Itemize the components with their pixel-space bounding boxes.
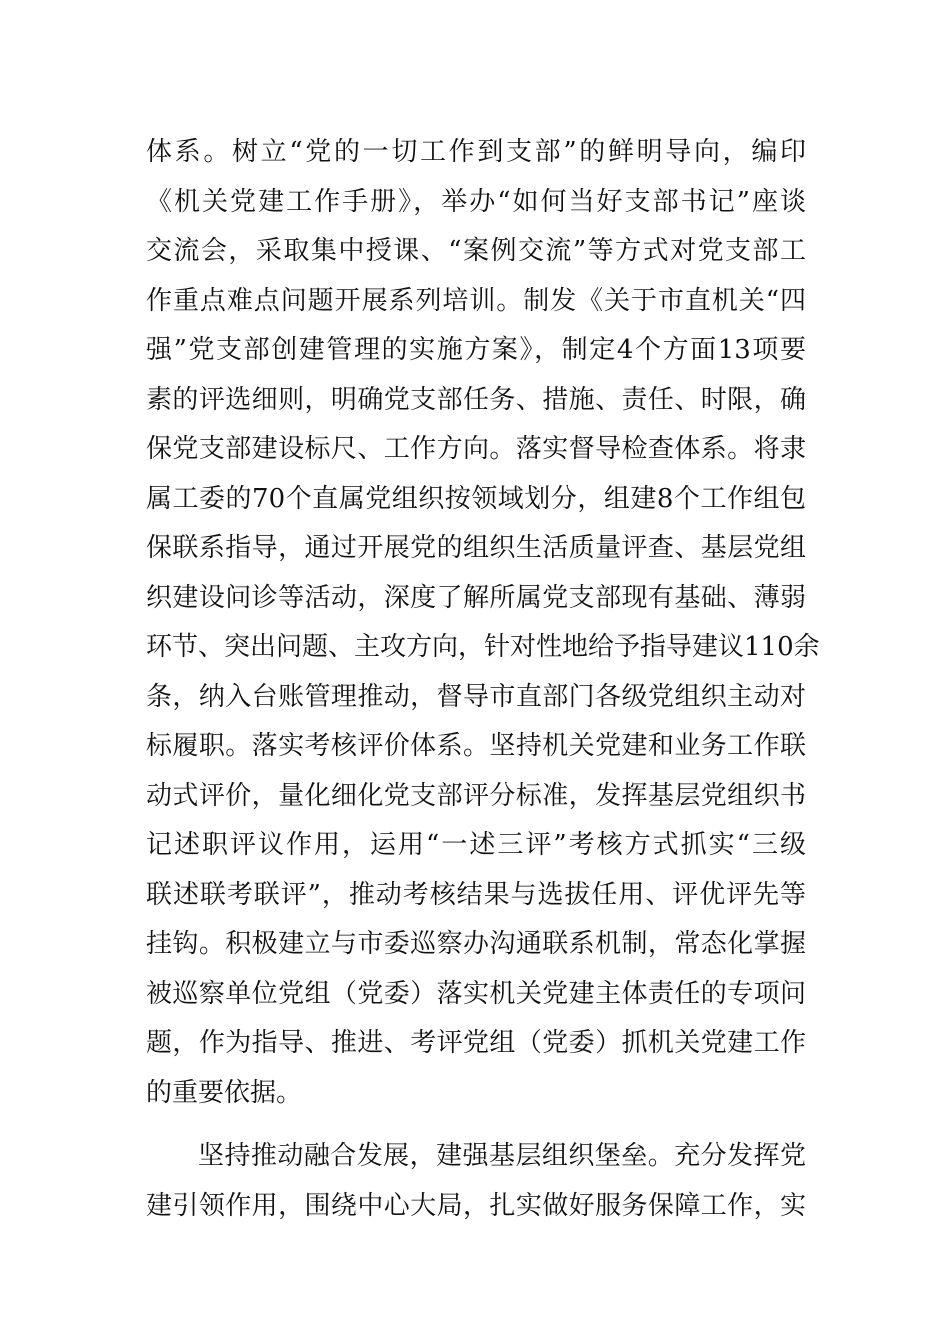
text-line: 被巡察单位党组（党委）落实机关党建主体责任的专项问 [146,978,806,1009]
text-line: 属工委的70个直属党组织按领域划分，组建8个工作组包 [146,483,806,514]
paragraph-2 [146,1132,806,1231]
text-line: 条，纳入台账管理推动，督导市直部门各级党组织主动对 [146,681,806,712]
text-line: 动式评价，量化细化党支部评分标准，发挥基层党组织书 [146,780,806,811]
paragraph-1 [146,128,820,1118]
text-line: 保党支部建设标尺、工作方向。落实督导检查体系。将隶 [146,434,806,464]
text-line: 的重要依据。 [146,1077,303,1108]
text-line: 挂钩。积极建立与市委巡察办沟通联系机制，常态化掌握 [146,929,806,959]
text-line: 标履职。落实考核评价体系。坚持机关党建和业务工作联 [146,731,806,761]
text-line: 保联系指导，通过开展党的组织生活质量评查、基层党组 [146,533,806,563]
text-line: 织建设问诊等活动，深度了解所属党支部现有基础、薄弱 [146,582,806,613]
text-line: 体系。树立“党的一切工作到支部”的鲜明导向，编印 [146,137,806,167]
text-line: 题，作为指导、推进、考评党组（党委）抓机关党建工作 [146,1028,806,1058]
text-line: 交流会，采取集中授课、“案例交流”等方式对党支部工 [146,236,806,266]
text-line: 联述联考联评”，推动考核结果与选拔任用、评优评先等 [146,879,806,910]
text-line: 《机关党建工作手册》，举办“如何当好支部书记”座谈 [146,186,806,217]
paragraph-gap [146,1118,806,1132]
text-line: 强”党支部创建管理的实施方案》，制定4个方面13项要 [146,335,806,365]
text-line: 坚持推动融合发展，建强基层组织堡垒。充分发挥党 [198,1141,806,1171]
document-body [146,128,820,1231]
text-line: 环节、突出问题、主攻方向，针对性地给予指导建议110余 [146,632,820,662]
text-line: 建引领作用，围绕中心大局，扎实做好服务保障工作，实 [146,1190,806,1221]
text-line: 记述职评议作用，运用“一述三评”考核方式抓实“三级 [146,830,806,860]
text-line: 素的评选细则，明确党支部任务、措施、责任、时限，确 [146,384,806,415]
text-line: 作重点难点问题开展系列培训。制发《关于市直机关“四 [146,285,806,316]
